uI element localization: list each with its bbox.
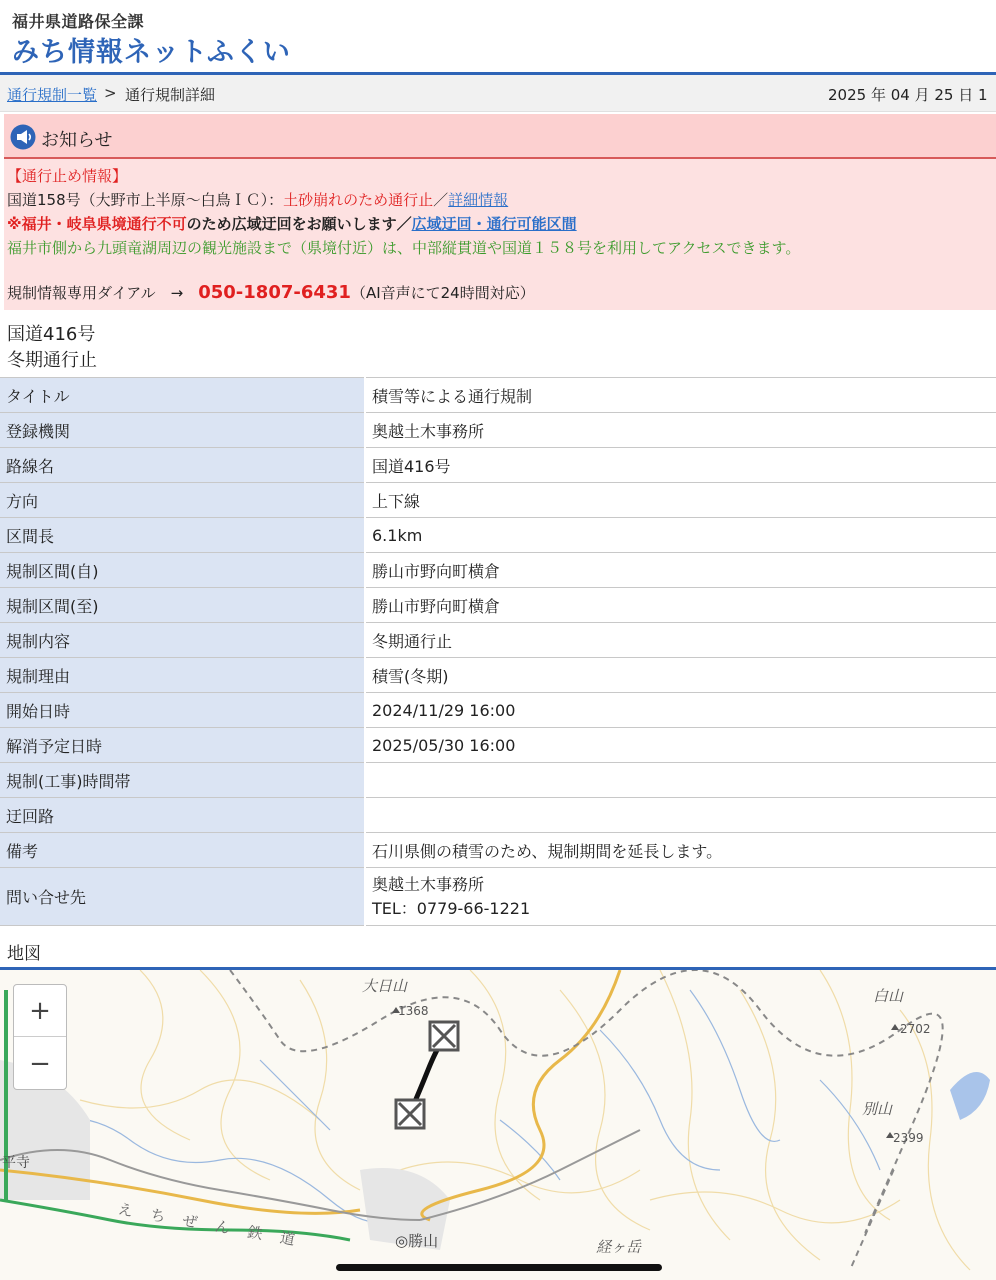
row-key: 備考 [0,833,365,868]
breadcrumb-separator: > [104,84,117,102]
row-value: 上下線 [365,483,996,518]
table-row [0,693,996,728]
table-row [0,728,996,763]
row-key: 規制(工事)時間帯 [0,763,365,798]
row-key: 路線名 [0,448,365,483]
contact-office: 奥越土木事務所 [372,874,485,894]
closure-end-marker-north [430,1022,458,1050]
row-key: 開始日時 [0,693,365,728]
map-base-layer [0,970,996,1280]
megaphone-icon [10,124,36,150]
closure-end-marker-south [396,1100,424,1128]
table-row [0,588,996,623]
contact-value [365,868,996,926]
dial-label: 規制情報専用ダイアル → [7,284,199,302]
zoom-control [13,984,67,1090]
row-value: 石川県側の積雪のため、規制期間を延長します。 [365,833,996,868]
home-indicator [336,1264,662,1271]
place-hakusan: 白山 [873,987,904,1005]
river-lines [40,990,880,1223]
zoom-in-button[interactable]: + [14,985,66,1037]
detour-request-text: のため広域迂回をお願いします／ [186,215,412,233]
site-title[interactable]: みち情報ネットふくい [12,37,291,68]
place-dainichi: 大日山 [362,977,408,995]
breadcrumb-list-link[interactable]: 通行規制一覧 [7,86,98,104]
row-key: 規制理由 [0,658,365,693]
department-name: 福井県道路保全課 [12,12,145,31]
row-key: 方向 [0,483,365,518]
row-key: 問い合せ先 [0,868,365,926]
breadcrumb [0,75,996,112]
row-value: 勝山市野向町横倉 [365,553,996,588]
row-key: 区間長 [0,518,365,553]
dial-line [7,282,535,303]
table-row [0,413,996,448]
row-value: 6.1km [365,518,996,553]
wide-detour-link[interactable]: 広域迂回・通行可能区間 [411,215,577,233]
row-value: 積雪(冬期) [365,658,996,693]
access-info-text: 福井市側から九頭竜湖周辺の観光施設まで（県境付近）は、中部縦貫道や国道１５８号を利用してアクセスできます。 [7,239,801,257]
dial-note: （AI音声にて24時間対応） [350,284,535,302]
current-date: 2025 年 04 月 25 日 1 [828,86,988,104]
map-label: 地図 [7,944,41,964]
place-heisenji: 平寺 [2,1155,30,1171]
place-bessan: 別山 [862,1100,893,1118]
row-key: 迂回路 [0,798,365,833]
row-value: 勝山市野向町横倉 [365,588,996,623]
notice-header [4,114,996,159]
table-row [0,833,996,868]
row-key: 登録機関 [0,413,365,448]
detour-line [7,213,577,234]
detail-table [0,377,996,926]
route-status: 冬期通行止 [7,350,97,371]
route-name: 国道416号 [7,324,96,345]
contact-tel[interactable]: TEL：0779-66-1221 [372,898,531,918]
notice-heading: お知らせ [41,130,113,151]
peak-1368: 1368 [398,1004,429,1018]
table-row [0,553,996,588]
row-value: 2025/05/30 16:00 [365,728,996,763]
peak-2702: 2702 [900,1022,931,1036]
closure-reason: 土砂崩れのため通行止 [283,191,434,209]
border-impassable-text: ※福井・岐阜県境通行不可 [7,215,187,233]
table-row [0,483,996,518]
place-katsuyama: ◎勝山 [395,1232,439,1250]
map-view[interactable] [0,970,996,1280]
table-row [0,798,996,833]
row-key: タイトル [0,378,365,413]
row-value: 2024/11/29 16:00 [365,693,996,728]
row-value: 冬期通行止 [365,623,996,658]
dial-number-link[interactable]: 050-1807-6431 [198,282,351,303]
table-row [0,763,996,798]
notice-panel [4,114,996,310]
closure-route: 国道158号（大野市上半原〜白鳥ＩＣ）： [7,191,284,209]
row-key: 規制内容 [0,623,365,658]
table-row [0,658,996,693]
row-value [365,798,996,833]
site-header [0,0,996,72]
table-row [0,518,996,553]
table-row [0,868,996,926]
table-row [0,448,996,483]
rail-label: えちぜん鉄道 [116,1199,315,1253]
row-key: 解消予定日時 [0,728,365,763]
detail-info-link[interactable]: 詳細情報 [448,191,509,209]
row-value: 積雪等による通行規制 [365,378,996,413]
row-value: 国道416号 [365,448,996,483]
closure-slash: ／ [433,191,449,209]
row-value: 奥越土木事務所 [365,413,996,448]
breadcrumb-current: 通行規制詳細 [125,86,216,104]
row-value [365,763,996,798]
row-key: 規制区間(自) [0,553,365,588]
place-kyogatake: 経ヶ岳 [596,1238,642,1256]
row-key: 規制区間(至) [0,588,365,623]
table-row [0,378,996,413]
zoom-out-button[interactable]: − [29,1049,51,1079]
closure-heading: 【通行止め情報】 [7,167,128,185]
closure-line-158 [7,189,508,210]
peak-2399: 2399 [893,1131,924,1145]
table-row [0,623,996,658]
